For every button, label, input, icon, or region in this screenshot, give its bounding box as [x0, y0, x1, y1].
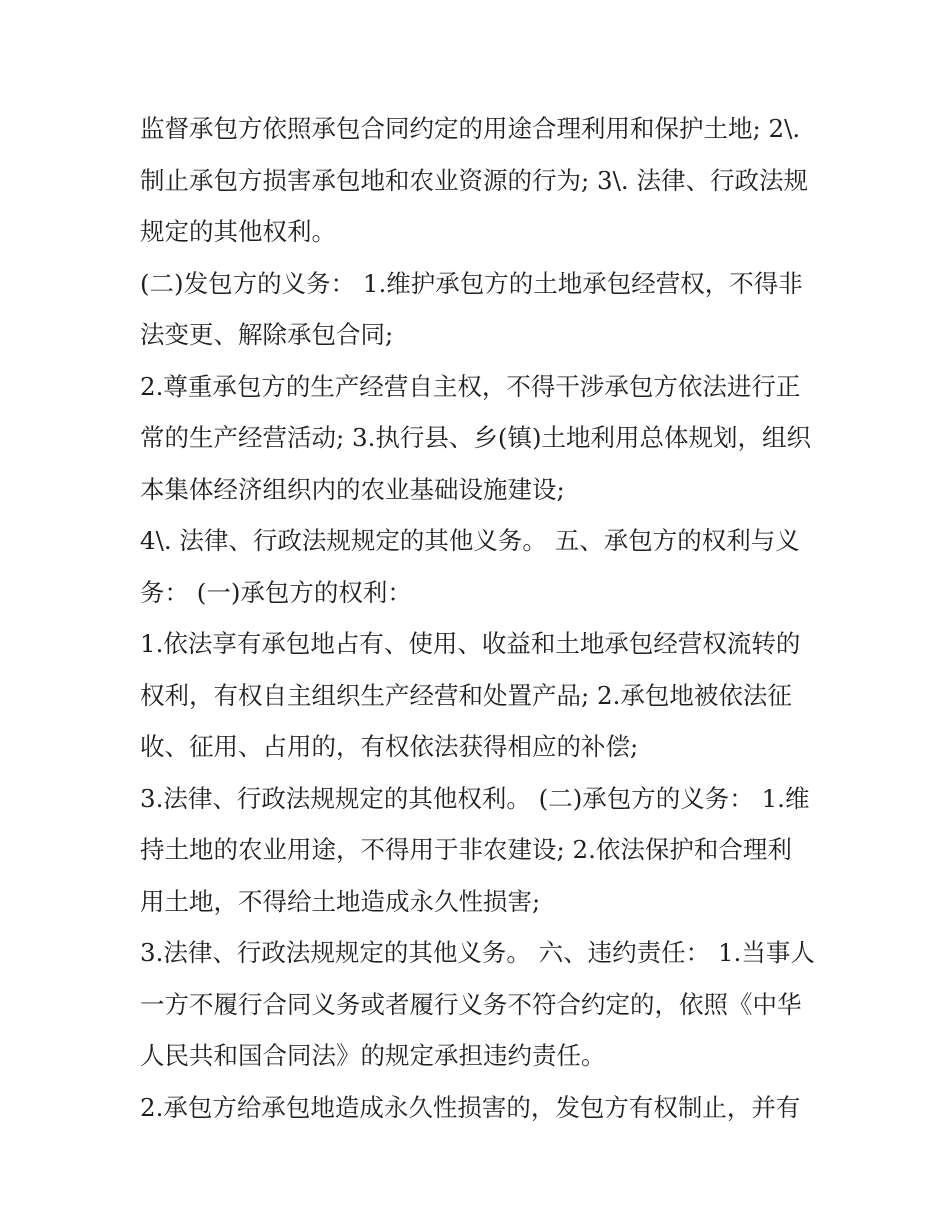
- paragraph-contractor-rights-heading: [140, 515, 815, 618]
- paragraph-rights-end: [140, 103, 815, 258]
- text-line: 3.法律、行政法规规定的其他权利。 (二)承包方的义务： 1.维: [140, 783, 810, 813]
- text-line: 收、征用、占用的，有权依法获得相应的补偿;: [140, 732, 639, 761]
- text-line: 2.尊重承包方的生产经营自主权，不得干涉承包方依法进行正: [140, 371, 801, 401]
- text-line: 一方不履行合同义务或者履行义务不符合约定的，依照《中华: [140, 989, 802, 1019]
- text-line: 规定的其他权利。: [140, 217, 336, 246]
- text-line: 务： (一)承包方的权利：: [140, 577, 412, 607]
- paragraph-breach-liability: [140, 927, 815, 1082]
- text-line: (二)发包方的义务： 1.维护承包方的土地承包经营权，不得非: [140, 268, 803, 298]
- text-line: 用土地，不得给土地造成永久性损害;: [140, 886, 541, 916]
- paragraph-contractor-obligations: [140, 773, 815, 928]
- text-line: 制止承包方损害承包地和农业资源的行为; 3\. 法律、行政法规: [140, 165, 808, 195]
- text-line: 常的生产经营活动; 3.执行县、乡(镇)土地利用总体规划，组织: [140, 423, 812, 452]
- paragraph-damage-liability: [140, 1082, 815, 1134]
- text-line: 法变更、解除承包合同;: [140, 320, 394, 349]
- text-line: 1.依法享有承包地占有、使用、收益和土地承包经营权流转的: [140, 629, 801, 658]
- text-line: 权利，有权自主组织生产经营和处置产品; 2.承包地被依法征: [140, 680, 792, 710]
- paragraph-issuer-obligation-2: [140, 361, 815, 516]
- text-line: 持土地的农业用途，不得用于非农建设; 2.依法保护和合理利: [140, 835, 792, 864]
- text-line: 4\. 法律、行政法规规定的其他义务。 五、承包方的权利与义: [140, 526, 800, 555]
- paragraph-issuer-obligations: [140, 258, 815, 361]
- text-line: 人民共和国合同法》的规定承担违约责任。: [140, 1041, 606, 1070]
- text-line: 监督承包方依照承包合同约定的用途合理利用和保护土地; 2\.: [140, 114, 801, 143]
- paragraph-contractor-rights: [140, 618, 815, 773]
- text-line: 本集体经济组织内的农业基础设施建设;: [140, 474, 565, 504]
- text-line: 3.法律、行政法规规定的其他义务。 六、违约责任： 1.当事人: [140, 938, 815, 967]
- document-body: [140, 103, 815, 1133]
- text-line: 2.承包方给承包地造成永久性损害的，发包方有权制止，并有: [140, 1092, 801, 1122]
